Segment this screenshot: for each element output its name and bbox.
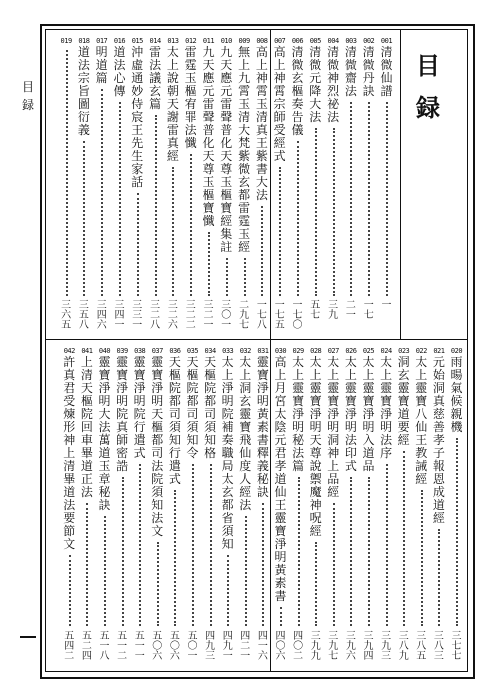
entry-number: 033 [222,347,234,355]
entry-title: 太 上 洞 玄 靈 寶 飛 仙 度 人 經 法 [239,355,252,512]
entry-number: 026 [345,347,357,355]
entry-number: 042 [63,347,75,355]
entry-page: 三 九 [328,300,339,321]
entry-number: 031 [257,347,269,355]
page-title: 目 録 [416,51,440,122]
toc-entry [415,347,428,662]
toc-entry [184,37,197,331]
toc-entry [77,37,90,331]
column-rule [400,29,401,339]
leader-dots [83,141,85,296]
toc-entry [380,347,393,662]
toc-entry [133,347,146,662]
toc-entry [362,37,375,321]
toc-entry [397,347,410,662]
entry-title: 太 上 靈 寶 淨 明 秘 法 篇 [292,355,305,473]
entry-title: 太 上 靈 寶 淨 明 天 尊 說 禦 魔 神 呪 經 [309,355,322,538]
entry-title: 九 天 應 元 雷 聲 普 化 天 尊 玉 樞 寶 懺 [202,45,215,228]
leader-dots [227,555,229,626]
entry-page: 五 一 二 [117,631,128,662]
entry-page: 一 七 八 [256,300,267,331]
toc-entry [362,347,375,662]
toc-entry [186,347,199,662]
entry-page: 三 九 九 [310,631,321,662]
entry-title: 元 始 洞 真 慈 善 孝 子 報 恩 成 道 經 [432,355,445,525]
entry-title: 天 樞 院 都 司 須 知 格 [204,355,217,460]
entry-page: 一 [381,300,392,311]
leader-dots [155,115,157,296]
section-divider [45,339,468,340]
leader-dots [244,258,246,296]
entry-number: 003 [345,37,357,45]
entry-title: 靈 寶 淨 明 院 真 師 密 誥 [116,355,129,473]
entry-page: 三 九 四 [363,631,374,662]
entry-number: 019 [60,37,72,45]
leader-dots [104,516,106,626]
entry-number: 015 [131,37,143,45]
toc-entry [98,347,111,662]
entry-number: 012 [185,37,197,45]
toc-entry [344,347,357,662]
entry-number: 027 [327,347,339,355]
entry-title: 道 法 宗 旨 圖 衍 義 [77,45,90,137]
leader-dots [69,555,71,626]
entry-number: 030 [274,347,287,355]
leader-dots [192,464,194,626]
entry-number: 025 [362,347,375,355]
entry-title: 雷 法 議 玄 篇 [149,45,162,111]
leader-dots [438,529,440,626]
entry-page: 三 二 一 [203,300,214,331]
entry-title: 沖 虛 通 妙 侍 宸 王 先 生 家 話 [131,45,144,189]
entry-title: 無 上 九 霄 玉 清 大 梵 紫 微 玄 都 雷 霆 玉 經 [238,45,251,254]
entry-number: 036 [169,347,181,355]
leader-dots [403,451,405,626]
toc-entry [327,37,340,321]
entry-page: 五 〇 一 [187,631,198,662]
toc-entry [202,37,215,331]
toc-entry [274,347,287,662]
entry-number: 006 [291,37,304,45]
entry-number: 013 [167,37,179,45]
entry-number: 040 [98,347,111,355]
leader-dots [350,102,352,296]
entry-page: 三 七 七 [451,631,462,662]
entry-number: 011 [202,37,215,45]
leader-dots [279,167,281,296]
entry-page: 三 五 八 [78,300,89,331]
entry-page: 五 一 一 [134,631,145,662]
entry-page: 三 四 一 [114,300,125,331]
entry-title: 清 微 齋 法 [344,45,357,98]
entry-number: 004 [327,37,339,45]
entry-title: 雨 暘 氣 候 親 機 [450,355,463,434]
toc-entry [380,37,393,311]
leader-dots [157,542,159,626]
entry-title: 天 樞 院 都 司 須 知 令 [186,355,199,460]
entry-title: 太 上 靈 寶 淨 明 法 序 [380,355,393,460]
entry-page: 一 七 〇 [292,300,303,331]
leader-dots [226,258,228,296]
leader-dots [86,503,88,626]
entry-number: 022 [415,347,427,355]
entry-number: 028 [310,347,322,355]
leader-dots [386,102,388,296]
toc-entry [220,37,233,331]
entry-title: 清 微 元 降 大 法 [309,45,322,124]
entry-number: 029 [292,347,304,355]
leader-dots [280,607,282,626]
entry-number: 001 [380,37,393,45]
entry-page: 三 九 七 [328,631,339,662]
entry-title: 高 上 神 霄 玉 清 真 王 紫 書 大 法 [255,45,268,202]
toc-entry [450,347,463,662]
entry-title: 天 樞 院 都 司 須 知 行 遣 式 [168,355,181,486]
page-number-mark [20,636,36,638]
leader-dots [333,128,335,296]
toc-entry [80,347,93,662]
entry-title: 清 微 神 烈 祕 法 [327,45,340,124]
entry-number: 035 [186,347,199,355]
leader-dots [350,477,352,626]
entry-number: 037 [151,347,163,355]
entry-page: 五 一 八 [99,631,110,662]
toc-entry [95,37,108,331]
entry-number: 008 [256,37,268,45]
column-rule [270,29,271,672]
entry-page: 三 八 九 [398,631,409,662]
toc-entry [166,37,179,331]
entry-title: 太 上 靈 寶 淨 明 法 印 式 [344,355,357,473]
entry-number: 039 [116,347,128,355]
entry-page: 三 二 二 [185,300,196,331]
entry-number: 002 [363,37,375,45]
entry-title: 太 上 靈 寶 淨 明 入 道 品 [362,355,375,473]
entry-page: 三 六 五 [61,300,72,331]
toc-entry [255,37,268,331]
toc-entry [291,37,304,331]
leader-dots [137,193,139,296]
entry-number: 041 [81,347,93,355]
leader-dots [208,232,210,296]
leader-dots [315,542,317,626]
entry-page: 四 〇 二 [293,631,304,662]
entry-number: 038 [134,347,146,355]
leader-dots [174,490,176,626]
toc-entry [238,37,251,331]
entry-title: 高 上 神 霄 宗 師 受 經 式 [273,45,286,163]
leader-dots [139,464,141,626]
entry-page: 三 〇 一 [221,300,232,331]
toc-entry [63,347,76,662]
toc-entry [309,37,322,321]
entry-page: 五 四 二 [64,631,75,662]
entry-number: 023 [398,347,410,355]
entry-title: 靈 寶 淨 明 天 樞 都 司 法 院 須 知 法 文 [151,355,164,538]
entry-number: 017 [96,37,108,45]
leader-dots [119,102,121,296]
entry-page: 四 二 一 [240,631,251,662]
leader-dots [297,141,299,296]
toc-entry [221,347,234,662]
toc-entry [60,37,73,331]
entry-page: 五 〇 六 [152,631,163,662]
entry-title: 太 上 淨 明 院 補 奏 職 局 太 玄 都 省 須 知 [221,355,234,551]
toc-entry [151,347,164,662]
entry-page: 三 八 五 [416,631,427,662]
toc-entry [168,347,181,662]
entry-number: 014 [149,37,161,45]
leader-dots [101,89,103,296]
leader-dots [122,477,124,626]
entry-page: 二 一 [345,300,356,321]
toc-entry [432,347,445,662]
entry-page: 三 二 八 [150,300,161,331]
entry-title: 清 微 玄 樞 奏 告 儀 [291,45,304,137]
entry-page: 三 八 三 [433,631,444,662]
leader-dots [421,490,423,626]
entry-page: 三 四 六 [96,300,107,331]
toc-entry [204,347,217,662]
toc-entry [149,37,162,331]
entry-page: 四 〇 六 [275,631,286,662]
entry-title: 清 微 仙 譜 [380,45,393,98]
entry-page: 一 七 五 [274,300,285,331]
leader-dots [261,206,263,296]
leader-dots [190,154,192,296]
entry-number: 020 [450,347,463,355]
toc-entry [309,347,322,662]
toc-entry [131,37,144,331]
entry-number: 009 [238,37,250,45]
leader-dots [262,503,264,626]
toc-entry [239,347,252,662]
leader-dots [333,503,335,626]
entry-title: 靈 寶 淨 明 大 法 萬 道 玉 章 秘 訣 [98,355,111,512]
entry-page: 四 一 六 [257,631,268,662]
entry-title: 道 法 心 傳 [113,45,126,98]
entry-page: 三 二 六 [167,300,178,331]
entry-page: 五 〇 六 [169,631,180,662]
entry-title: 太 上 靈 寶 八 仙 王 教 誡 經 [415,355,428,486]
entry-page: 四 九 三 [205,631,216,662]
entry-title: 上 清 天 樞 院 回 車 畢 道 正 法 [80,355,93,499]
entry-page: 三 九 六 [345,631,356,662]
entry-page: 三 三 一 [132,300,143,331]
entry-title: 雷 霆 玉 樞 宥 罪 法 懺 [184,45,197,150]
entry-title: 靈 寶 淨 明 黃 素 書 釋 義 秘 訣 [256,355,269,499]
leader-dots [172,167,174,296]
entry-page: 五 七 [310,300,321,321]
entry-title: 靈 寶 淨 明 院 行 遣 式 [133,355,146,460]
leader-dots [245,516,247,626]
leader-dots [386,464,388,626]
entry-title: 太 上 說 朝 天 謝 雷 真 經 [166,45,179,163]
leader-dots [456,438,458,626]
entry-number: 005 [309,37,321,45]
toc-entry [256,347,269,662]
entry-number: 024 [380,347,392,355]
entry-page: 五 二 四 [81,631,92,662]
entry-number: 032 [239,347,251,355]
entry-page: 一 七 [363,300,374,321]
leader-dots [66,50,68,296]
leader-dots [210,464,212,626]
entry-number: 010 [220,37,232,45]
toc-entry [113,37,126,331]
entry-title: 太 上 靈 寶 淨 明 洞 神 上 品 經 [327,355,340,499]
entry-number: 018 [78,37,90,45]
entry-number: 016 [113,37,126,45]
leader-dots [315,128,317,296]
entry-title: 許 真 君 受 煉 形 神 上 清 畢 道 法 要 節 文 [63,355,76,551]
entry-title: 九 天 應 元 雷 聲 普 化 天 尊 玉 樞 寶 經 集 註 [220,45,233,254]
entry-number: 021 [433,347,445,355]
entry-page: 四 九 一 [222,631,233,662]
toc-entry [273,37,286,331]
toc-entry [327,347,340,662]
leader-dots [368,102,370,296]
toc-entry [344,37,357,321]
entry-page: 二 九 七 [239,300,250,331]
toc-entry [116,347,129,662]
leader-dots [298,477,300,626]
entry-number: 034 [204,347,216,355]
toc-entry [292,347,305,662]
entry-title: 明 道 篇 [95,45,108,85]
entry-title: 高 上 月 宮 太 陰 元 君 孝 道 仙 王 靈 寶 淨 明 黃 素 書 [274,355,287,603]
entry-number: 007 [274,37,286,45]
entry-page: 三 九 三 [381,631,392,662]
entry-title: 清 微 丹 訣 [362,45,375,98]
leader-dots [368,477,370,626]
side-label: 目 録 [21,80,34,112]
entry-title: 洞 玄 靈 寶 道 要 經 [397,355,410,447]
